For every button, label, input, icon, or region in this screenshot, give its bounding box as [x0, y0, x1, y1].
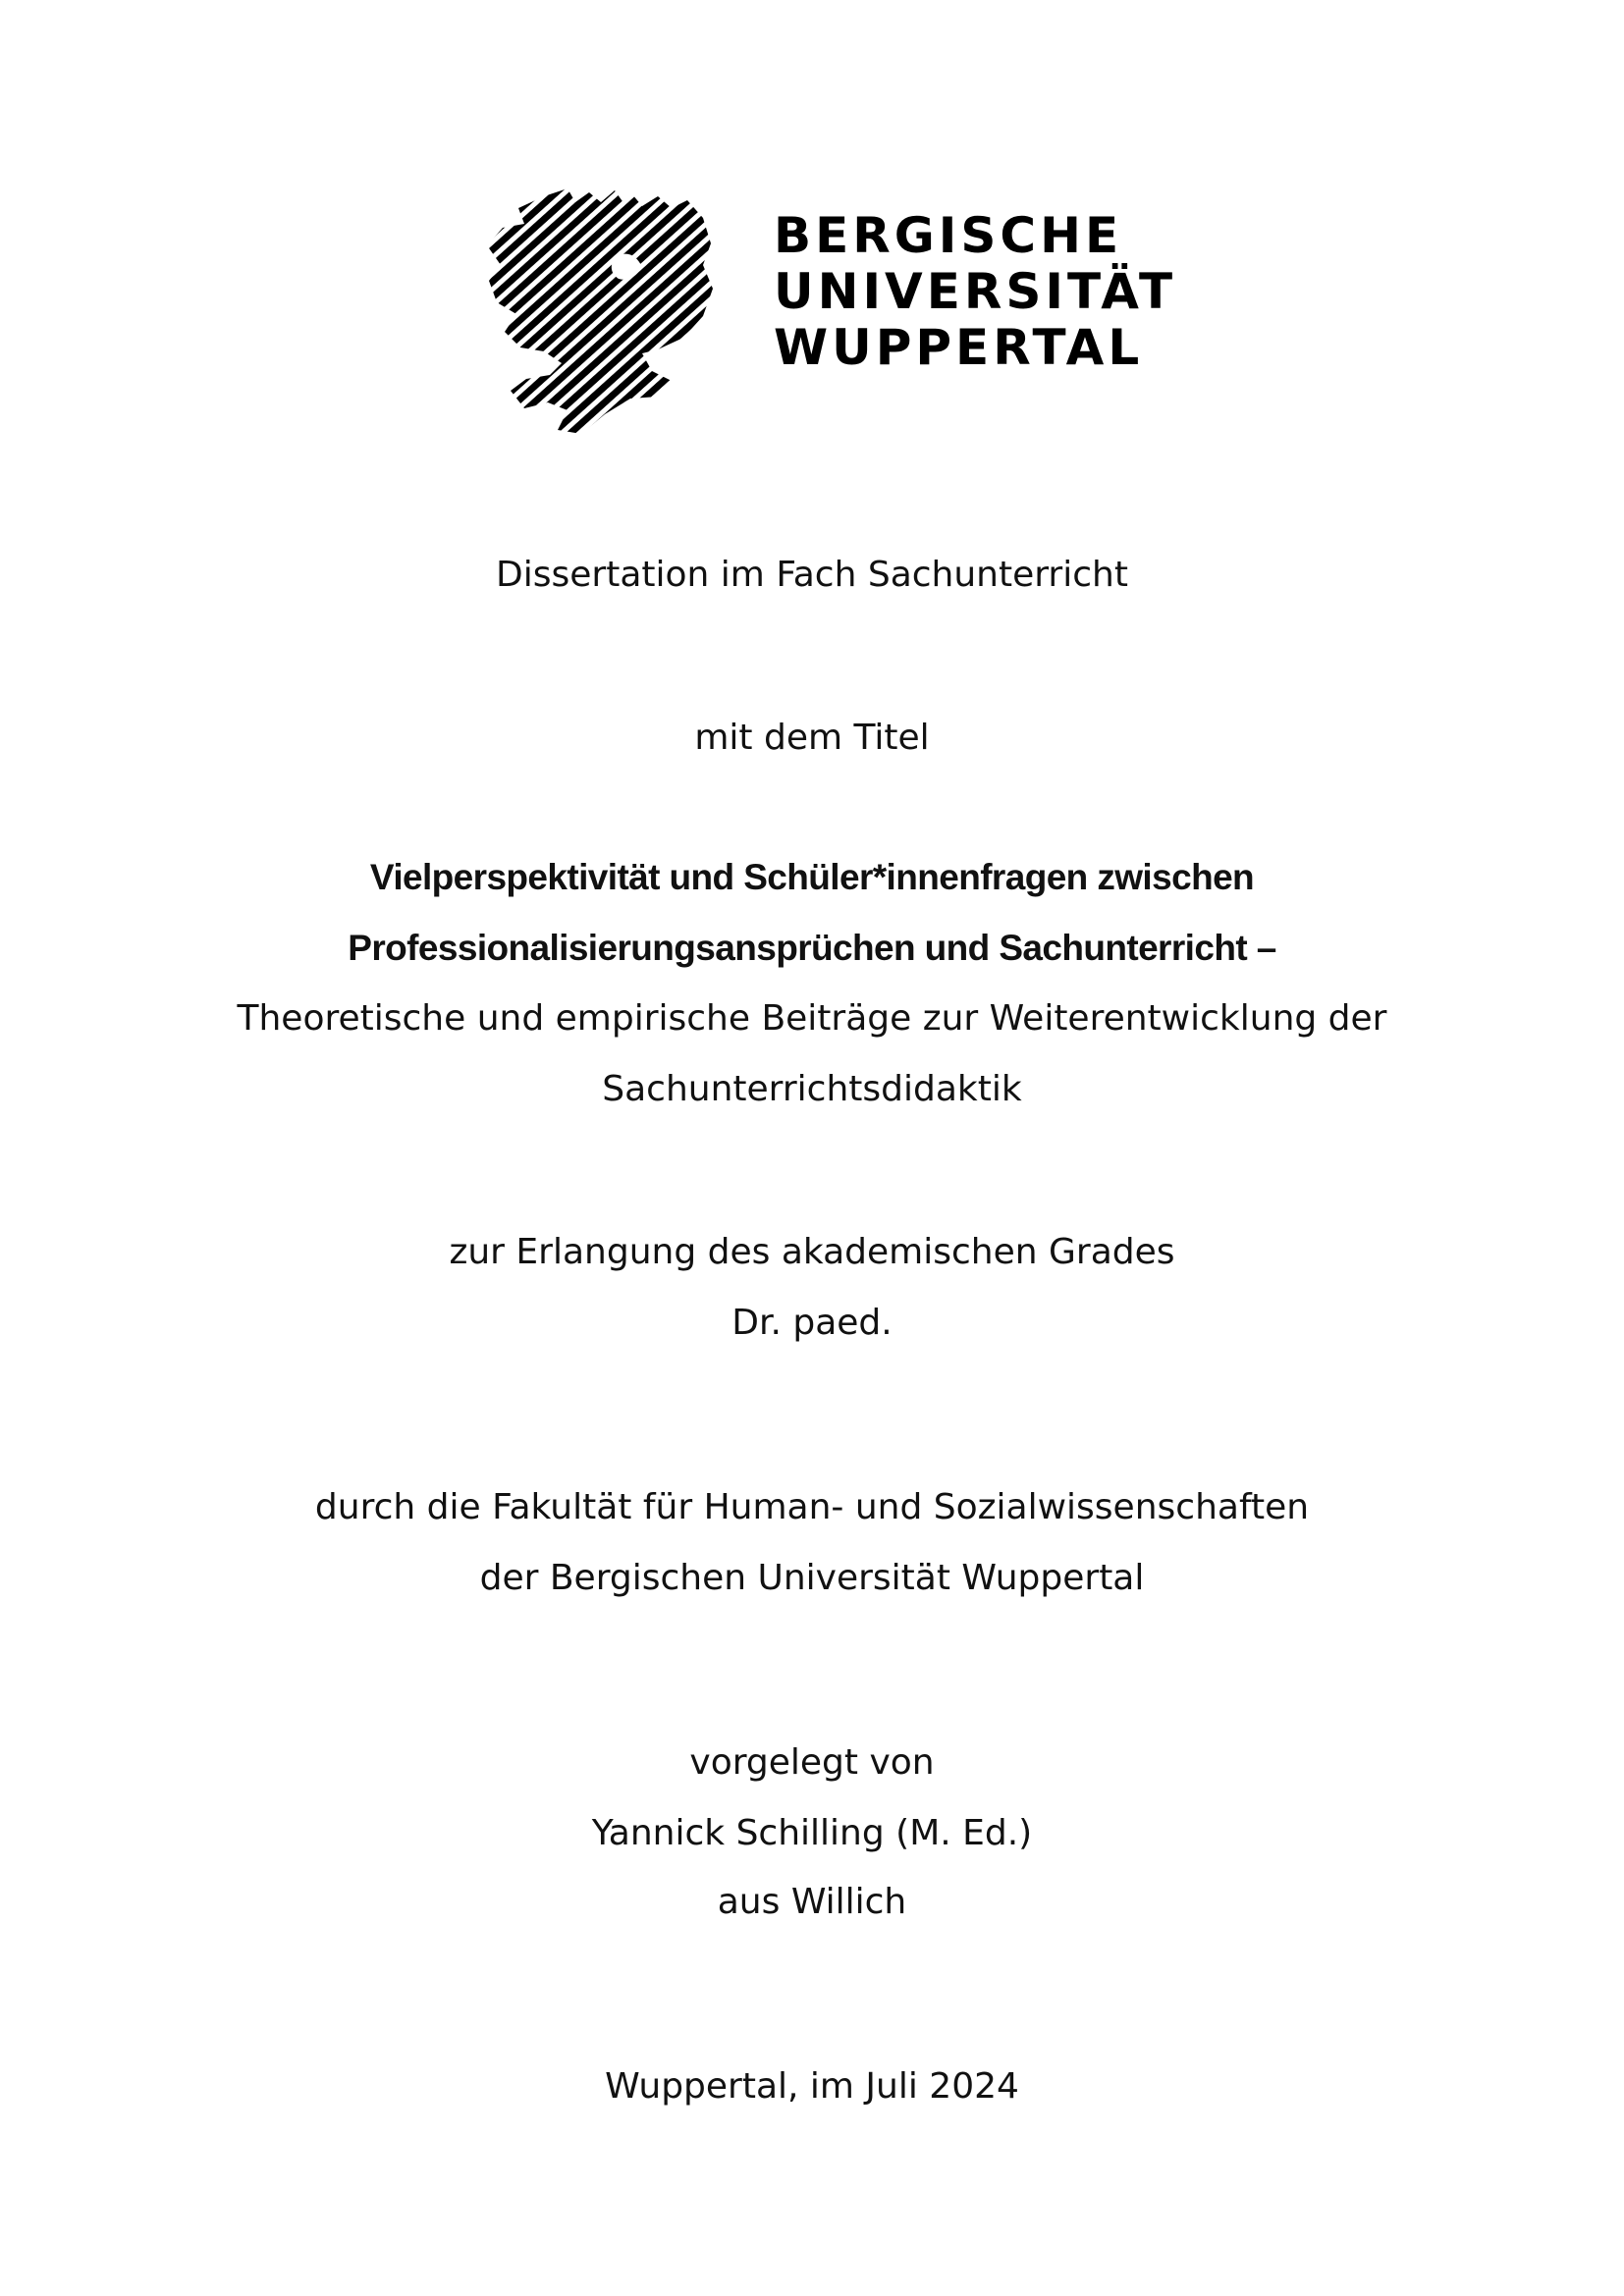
author-name: Yannick Schilling (M. Ed.): [591, 1813, 1033, 1853]
university-name: [774, 208, 1176, 376]
title-line-1: Vielperspektivität und Schüler*innenfragen zwischen: [369, 857, 1255, 897]
university-name-line-1: BERGISCHE: [774, 207, 1123, 264]
author-intro: vorgelegt von: [689, 1742, 935, 1783]
degree-line-1: zur Erlangung des akademischen Grades: [449, 1232, 1175, 1272]
subtitle-line-1: Theoretische und empirische Beiträge zur Weiterentwicklung der: [237, 998, 1387, 1039]
faculty-line-2: der Bergischen Universität Wuppertal: [479, 1558, 1145, 1598]
university-name-line-2: UNIVERSITÄT: [774, 263, 1177, 320]
author-origin: aus Willich: [717, 1882, 907, 1922]
university-name-line-3: WUPPERTAL: [774, 319, 1144, 376]
title-line-2: Professionalisierungsansprüchen und Sachunterricht –: [348, 928, 1276, 968]
subject-line: Dissertation im Fach Sachunterricht: [496, 555, 1128, 595]
university-lion-emblem-icon: [485, 188, 717, 436]
place-and-date: Wuppertal, im Juli 2024: [605, 2066, 1019, 2107]
university-logo: [485, 188, 1177, 436]
faculty-line-1: durch die Fakultät für Human- und Sozialwissenschaften: [314, 1487, 1310, 1527]
subtitle-line-2: Sachunterrichtsdidaktik: [602, 1069, 1022, 1109]
degree-title: Dr. paed.: [731, 1303, 893, 1343]
title-intro: mit dem Titel: [694, 718, 930, 758]
